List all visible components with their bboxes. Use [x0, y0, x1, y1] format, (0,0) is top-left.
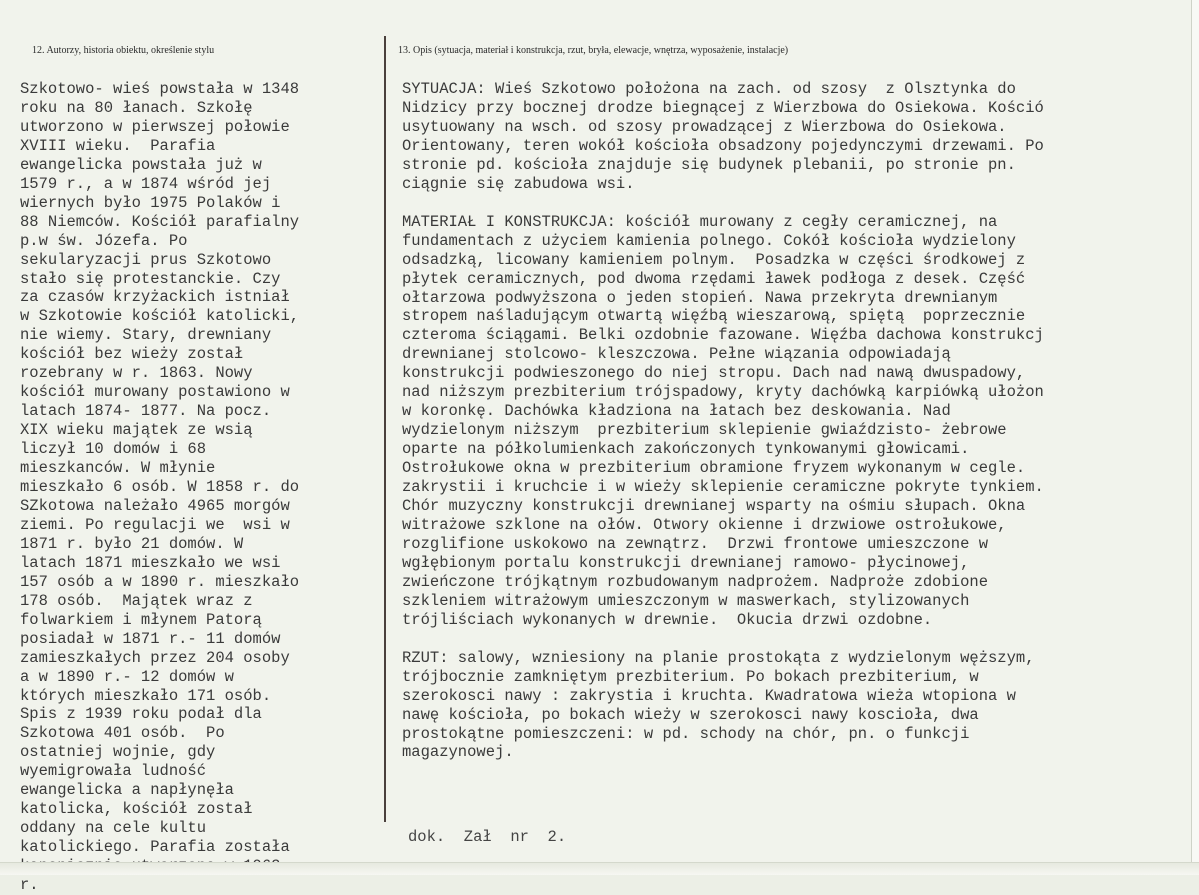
material-construction-section: MATERIAŁ I KONSTRUKCJA: kościół murowany z cegły ceramicznej, na fundamentach z użyciem kamienia polnego. Cokół kościoła wydzielony odsadzką, licowany kamieniem polnym. Posadzka w części środkowej z płytek ceramicznych, pod dwoma rzędami ławek podłoga z desek. Część ołtarzowa podwyższona o jeden stopień. Nawa przekryta drewnianym stropem naśladującym otwartą więźbą wieszarową, spiętą poprzecznie cztero​ma ściągami. Belki ozdobnie fazowane. Więźba dachowa konstrukcj drewnianej stolcowo- kleszczowa. Pełne wiązania odpowiadają konstrukcji podwieszonego do niej stropu. Dach nad nawą dwuspadowy, nad niższym prezbiterium trójspadowy, kryty dachówką karpiówką ułożon w koronkę. Dachówka kładziona na łatach bez deskowania. Nad wydzielonym niższym prezbiterium sklepienie gwiaździsto- żebrowe oparte na półkolumienkach zakończonych tynkowanymi głowicami. Ostrołukowe okna w prezbiterium obramione fryzem wykonanym w cegle. zakrystii i kruchcie i w wieży sklepienie ceramiczne pokryte tynkiem. Chór muzyczny konstrukcji drewnianej wsparty na ośmiu słupach. Okna witrażowe szklone na ołów. Otwory okienne i drzwiowe ostrołukowe, rozglifione uskokowo na zewnątrz. Drzwi frontowe umieszczone w wgłębionym portalu konstrukcji drewnianej ramowo- płycinowej, zwieńczone trójkątnym rozbudowanym nadprożem. Nadproże zdobione szkleniem witrażowym umieszczonym w maswerkach, stylizowanych trójliściach wykonanych w drewnie. Okucia drzwi ozdobne.: [402, 212, 1044, 629]
page-edge: [1191, 0, 1199, 875]
situation-section: SYTUACJA: Wieś Szkotowo położona na zach. od szosy z Olsztynka do Nidzicy przy bocznej drodze biegnącej z Wierzbowa do Osiekowa. Kośció usytuowany na wsch. od szosy prowadzącej z Wierzbowa do Osiekowa. Orientowany, teren wokół kościoła obsadzony pojedynczymi drzewami. Po stronie pd. kościoła znajduje się budynek plebanii, po stronie pn. ciągnie się zabudowa wsi.: [402, 80, 1044, 193]
history-column-header: 12. Autorzy, historia obiektu, określenie stylu: [32, 45, 215, 56]
plan-section: RZUT: salowy, wzniesiony na planie prostokąta z wydzielonym węższym, trójbocznie zamkniętym prezbiterium. Po bokach prezbiterium, w szerokosci nawy : zakrystia i kruchta. Kwadratowa wieża wtopiona w nawę kościoła, po bokach wieży w szerokosci nawy koscioła, dwa prostokątne pomieszczeni: w pd. schody na chór, pn. o funkcji magazynowej.: [402, 648, 1035, 762]
page-bottom-edge: [0, 862, 1199, 875]
description-column-header: 13. Opis (sytuacja, materiał i konstrukcja, rzut, bryła, elewacje, wnętrza, wyposażenie, instalacje): [398, 45, 789, 56]
attachment-note: dok. Zał nr 2.: [408, 828, 567, 846]
description-column: [402, 80, 1044, 762]
column-divider: [384, 36, 386, 822]
history-text: Szkotowo- wieś powstała w 1348 roku na 80 łanach. Szkołę utworzono w pierwszej połowie XVIII wieku. Parafia ewangelicka powstała już w 1579 r., a w 1874 wśród jej wiernych było 1975 Polaków i 88 Niemców. Kościół parafialny p.w św. Józefa. Po sekularyzacji prus Szkotowo stało się protestanckie. Czy za czasów krzyżackich istniał w Szkotowie kościół katolicki, nie wiemy. Stary, drewniany kościół bez wieży został rozebrany w r. 1863. Nowy kościół murowany postawiono w latach 1874- 1877. Na pocz. XIX wieku majątek ze wsią liczył 10 domów i 68 mieszkanców. W młynie mieszkało 6 osób. W 1858 r. do SZkotowa należało 4965 morgów ziemi. Po regulacji we wsi w 1871 r. było 21 domów. W latach 1871 mieszkało we wsi 157 osób a w 1890 r. mieszkało 178 osób. Majątek wraz z folwarkiem i młynem Patorą posiadał w 1871 r.- 11 domów zamieszkałych przez 204 osoby a w 1890 r.- 12 domów w których mieszkało 171 osób. Spis z 1939 roku podał dla Szkotowa 401 osób. Po ostatniej wojnie, gdy wyemigrowała ludność ewangelicka a napłynęła katolicka, kościół został oddany na cele kultu katolickiego. Parafia została r.: [20, 80, 300, 895]
